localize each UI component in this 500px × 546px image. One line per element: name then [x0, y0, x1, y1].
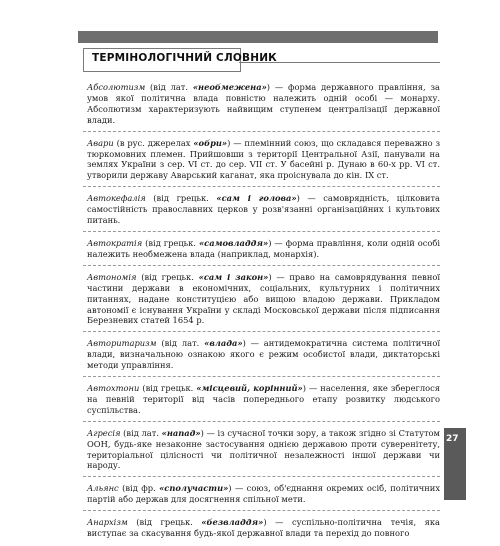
glossary-list [83, 78, 440, 546]
entry-definition: ) — право на самоврядування певної частини держави в економічних, соціальних, культурних і політичних питаннях, надане конституцією або вищою владою держави. Прикладом автономії є існування України у складі Московської держави після підписання Березневих статей 1654 р. [87, 271, 441, 326]
page-number: 27 [446, 434, 459, 444]
entry-source: (від грецьк. [127, 517, 202, 528]
entry-definition: ) — із сучасної точки зору, а також згідно зі Статутом ООН, будь-яке незаконне застосування однією державою проти суверенітету, територіальної цілісності чи політичної незалежності іншої держави чи народу. [87, 427, 440, 471]
entry-text [87, 272, 440, 327]
entry-origin: «безвладдя» [201, 517, 264, 528]
glossary-entry [83, 234, 440, 266]
entry-definition: ) — населення, яке збереглося на певній території від часів попереднього етапу розвитку людського суспільства. [87, 383, 440, 415]
entry-origin: «сам і голова» [216, 193, 297, 204]
entry-term: Альянс [87, 483, 119, 494]
entry-term: Автократія [87, 237, 143, 248]
header-divider [239, 62, 440, 63]
entry-term: Авторитаризм [87, 338, 157, 349]
entry-source: (в рус. джерелах [113, 137, 194, 148]
entry-source: (від лат. [145, 82, 193, 92]
top-decorative-bar [78, 31, 438, 43]
entry-definition: ) — союз, об'єднання окремих осіб, політичних партій або держав для досягнення спільної мети. [87, 483, 440, 505]
glossary-entry [83, 189, 440, 232]
entry-term: Авари [87, 137, 114, 148]
entry-source: (від грецьк. [142, 237, 199, 248]
entry-term: Агресія [87, 427, 121, 438]
entry-text [87, 193, 440, 226]
glossary-entry [83, 334, 440, 377]
glossary-entry [83, 513, 440, 544]
entry-definition: ) — племінний союз, що складався переважно з тюркомовних племен. Прийшовши з території Центральної Азії, панували на землях України з сер. VI ст. до сер. VII ст. У басейні р. Дунаю в 60-х рр. VI ст. утворили державу Аварський каганат, яка проіснувала до кін. IX ст. [87, 137, 441, 181]
entry-origin: «напад» [161, 427, 201, 438]
entry-definition: ) — форма державного правління, за умов якої політична влада повністю належить одній особі — монарху. Абсолютизм характеризують найвищим ступенем централізації державної влади. [87, 82, 440, 125]
entry-origin: «влада» [204, 338, 243, 349]
entry-term: Анархізм [87, 517, 128, 528]
entry-definition: ) — форма правління, коли одній особі належить необмежена влада (наприклад, монархія). [87, 237, 440, 259]
entry-source: (від фр. [118, 483, 160, 494]
glossary-entry [83, 424, 440, 478]
entry-definition: ) — самоврядність, цілковита самостійність православних церков у розв'язанні організаційних і культових питань. [87, 193, 440, 226]
entry-text [87, 428, 440, 472]
entry-text [87, 517, 440, 539]
glossary-entry [83, 78, 440, 132]
entry-source: (від лат. [120, 427, 162, 438]
entry-source: (від грецьк. [139, 383, 197, 394]
entry-text [87, 82, 440, 126]
entry-term: Автокефалія [87, 193, 146, 204]
entry-term: Автономія [87, 271, 137, 282]
entry-origin: «місцевий, корінний» [196, 383, 303, 394]
entry-source: (від грецьк. [145, 193, 217, 204]
entry-origin: «сам і закон» [198, 271, 269, 282]
entry-text [87, 483, 440, 505]
entry-source: (від грецьк. [136, 271, 199, 282]
glossary-entry [83, 479, 440, 511]
entry-term: Автохтони [87, 383, 140, 394]
entry-text [87, 383, 440, 416]
glossary-entry [83, 268, 440, 333]
section-title: ТЕРМІНОЛОГІЧНИЙ СЛОВНИК [92, 52, 277, 64]
glossary-entry [83, 379, 440, 422]
entry-text [87, 138, 440, 182]
entry-definition: ) — антидемократична система політичної влади, визначальною ознакою якого є режим особистої влади, диктаторські методи управління. [87, 338, 440, 371]
entry-origin: «необмежена» [192, 82, 267, 92]
glossary-entry [83, 134, 440, 188]
entry-origin: «обри» [193, 137, 228, 148]
entry-origin: «сполучасти» [159, 483, 229, 494]
entry-definition: ) — суспільно-політична течія, яка виступає за скасування будь-якої державної влади та перехід до повного [87, 517, 441, 539]
entry-text [87, 338, 440, 371]
entry-source: (від лат. [156, 338, 205, 349]
entry-term: Абсолютизм [87, 82, 146, 92]
entry-text [87, 238, 440, 260]
entry-origin: «самовладдя» [198, 237, 269, 248]
